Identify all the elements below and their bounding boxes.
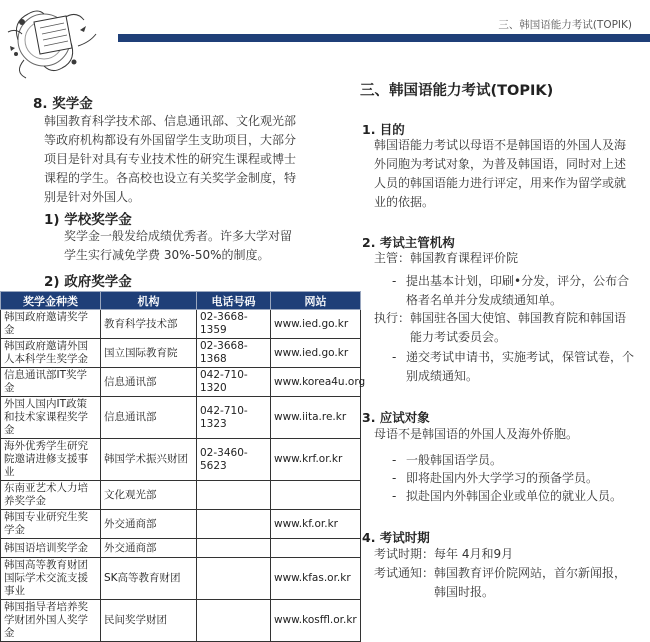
cell-phone: 02-3668-1359 [197,310,271,339]
exam-time-title: 4. 考试时期 [362,530,430,545]
cell-agency: 文化观光部 [101,481,197,510]
column-header-phone: 电话号码 [197,292,271,310]
exam-notice [374,564,636,602]
table-row [1,600,361,642]
cell-type: 海外优秀学生研究院邀请进修支援事业 [1,439,101,481]
cell-type: 韩国高等教育财团国际学术交流支援事业 [1,558,101,600]
cell-type: 韩国语培训奖学金 [1,539,101,558]
table-row [1,368,361,397]
cell-phone [197,558,271,600]
running-header-label: 三、韩国语能力考试(TOPIK) [498,19,632,31]
cell-type: 东南亚艺术人力培养奖学金 [1,481,101,510]
exam-notice-text: 韩国教育评价院网站，首尔新闻报，韩国时报。 [434,566,627,599]
table-header-row [1,292,361,310]
cell-phone [197,510,271,539]
column-header-type: 奖学金种类 [1,292,101,310]
table-row [1,539,361,558]
intro-line: 别是针对外国人。 [44,190,141,204]
topik-section-title: 三、韩国语能力考试(TOPIK) [360,83,554,99]
cell-type: 韩国专业研究生奖学金 [1,510,101,539]
purpose-line: 人员的韩国语能力进行评定，用来作为留学或就 [374,176,627,190]
intro-line: 韩国教育科学技术部、信息通讯部、文化观光部 [44,114,297,128]
table-row [1,339,361,368]
cell-agency: 信息通讯部 [101,397,197,439]
cell-phone: 02-3460-5623 [197,439,271,481]
column-header-agency: 机构 [101,292,197,310]
cell-website[interactable]: www.korea4u.org [271,368,361,397]
target-item [392,487,622,506]
exam-time-when: 考试时期：每年 4月和9月 [374,547,514,561]
cell-website[interactable]: www.ied.go.kr [271,339,361,368]
exam-notice-label: 考试通知： [374,566,435,580]
organizer-duty-text: 提出基本计划，印刷•分发，评分，公布合格者名单并分发成绩通知单。 [406,274,630,307]
table-row [1,310,361,339]
cell-website[interactable]: www.kf.or.kr [271,510,361,539]
government-scholarship-title: 2) 政府奖学金 [44,274,132,290]
target-item [392,451,502,470]
table-row [1,439,361,481]
scholarship-intro [44,112,306,207]
cell-agency: 外交通商部 [101,539,197,558]
purpose-text [374,136,636,212]
decorative-flourish-icon [4,2,122,82]
purpose-title: 1. 目的 [362,122,405,137]
intro-line: 课程的学生。各高校也设立有关奖学金制度，特 [44,171,297,185]
table-row [1,510,361,539]
cell-phone: 02-3668-1368 [197,339,271,368]
target-item-text: 一般韩国语学员。 [406,453,503,467]
table-row [1,558,361,600]
target-item [392,469,598,488]
purpose-line: 外同胞为考试对象，为普及韩国语，同时对上述 [374,157,627,171]
cell-agency: 民间奖学财团 [101,600,197,642]
target-title: 3. 应试对象 [362,410,430,425]
cell-type: 韩国政府邀请外国人本科学生奖学金 [1,339,101,368]
bullet-dash-icon: - [392,489,397,503]
bullet-dash-icon: - [392,350,397,364]
cell-phone [197,539,271,558]
school-scholarship-title: 1) 学校奖学金 [44,212,132,228]
organizer-executor [374,309,638,347]
cell-type: 外国人国内IT政策和技术家课程奖学金 [1,397,101,439]
organizer-host: 主管：韩国教育课程评价院 [374,251,519,265]
table-row [1,397,361,439]
cell-website[interactable]: www.kfas.or.kr [271,558,361,600]
cell-type: 韩国指导者培养奖学财团外国人奖学金 [1,600,101,642]
cell-type: 韩国政府邀请奖学金 [1,310,101,339]
organizer-title: 2. 考试主管机构 [362,235,455,250]
cell-phone: 042-710-1320 [197,368,271,397]
intro-line: 项目是针对具有专业技术性的研究生课程或博士 [44,152,297,166]
organizer-duty-item [392,272,638,310]
cell-website[interactable]: www.iita.re.kr [271,397,361,439]
school-scholarship-text [64,227,309,265]
cell-agency: 国立国际教育院 [101,339,197,368]
purpose-line: 韩国语能力考试以母语不是韩国语的外国人及海 [374,138,627,152]
cell-website[interactable]: www.kosffl.or.kr [271,600,361,642]
bullet-dash-icon: - [392,453,397,467]
bullet-dash-icon: - [392,471,397,485]
cell-type: 信息通讯部IT奖学金 [1,368,101,397]
scholarship-section-title: 8. 奖学金 [33,96,93,112]
column-header-website: 网站 [271,292,361,310]
cell-phone: 042-710-1323 [197,397,271,439]
cell-phone [197,600,271,642]
purpose-line: 业的依据。 [374,195,435,209]
cell-agency: SK高等教育财团 [101,558,197,600]
executor-label: 执行： [374,311,411,325]
scholarship-table [0,291,366,642]
cell-agency: 外交通商部 [101,510,197,539]
cell-phone [197,481,271,510]
cell-website [271,539,361,558]
target-text: 母语不是韩国语的外国人及海外侨胞。 [374,427,579,441]
school-line: 奖学金一般发给成绩优秀者。许多大学对留 [64,229,293,243]
cell-agency: 信息通讯部 [101,368,197,397]
cell-website [271,481,361,510]
bullet-dash-icon: - [392,274,397,288]
table-row [1,481,361,510]
executor-duty-text: 递交考试申请书，实施考试，保管试卷，个别成绩通知。 [406,350,635,383]
cell-website[interactable]: www.ied.go.kr [271,310,361,339]
cell-agency: 教育科学技术部 [101,310,197,339]
intro-line: 等政府机构都设有外国留学生支助项目，大部分 [44,133,297,147]
header-rule [118,34,650,42]
target-item-text: 即将赴国内外大学学习的预备学员。 [406,471,599,485]
executor-duty-item [392,348,638,386]
school-line: 学生实行减免学费 30%-50%的制度。 [64,248,270,262]
cell-agency: 韩国学术振兴财团 [101,439,197,481]
target-item-text: 拟赴国内外韩国企业或单位的就业人员。 [406,489,623,503]
executor-text: 韩国驻各国大使馆、韩国教育院和韩国语能力考试委员会。 [410,311,627,344]
cell-website[interactable]: www.krf.or.kr [271,439,361,481]
